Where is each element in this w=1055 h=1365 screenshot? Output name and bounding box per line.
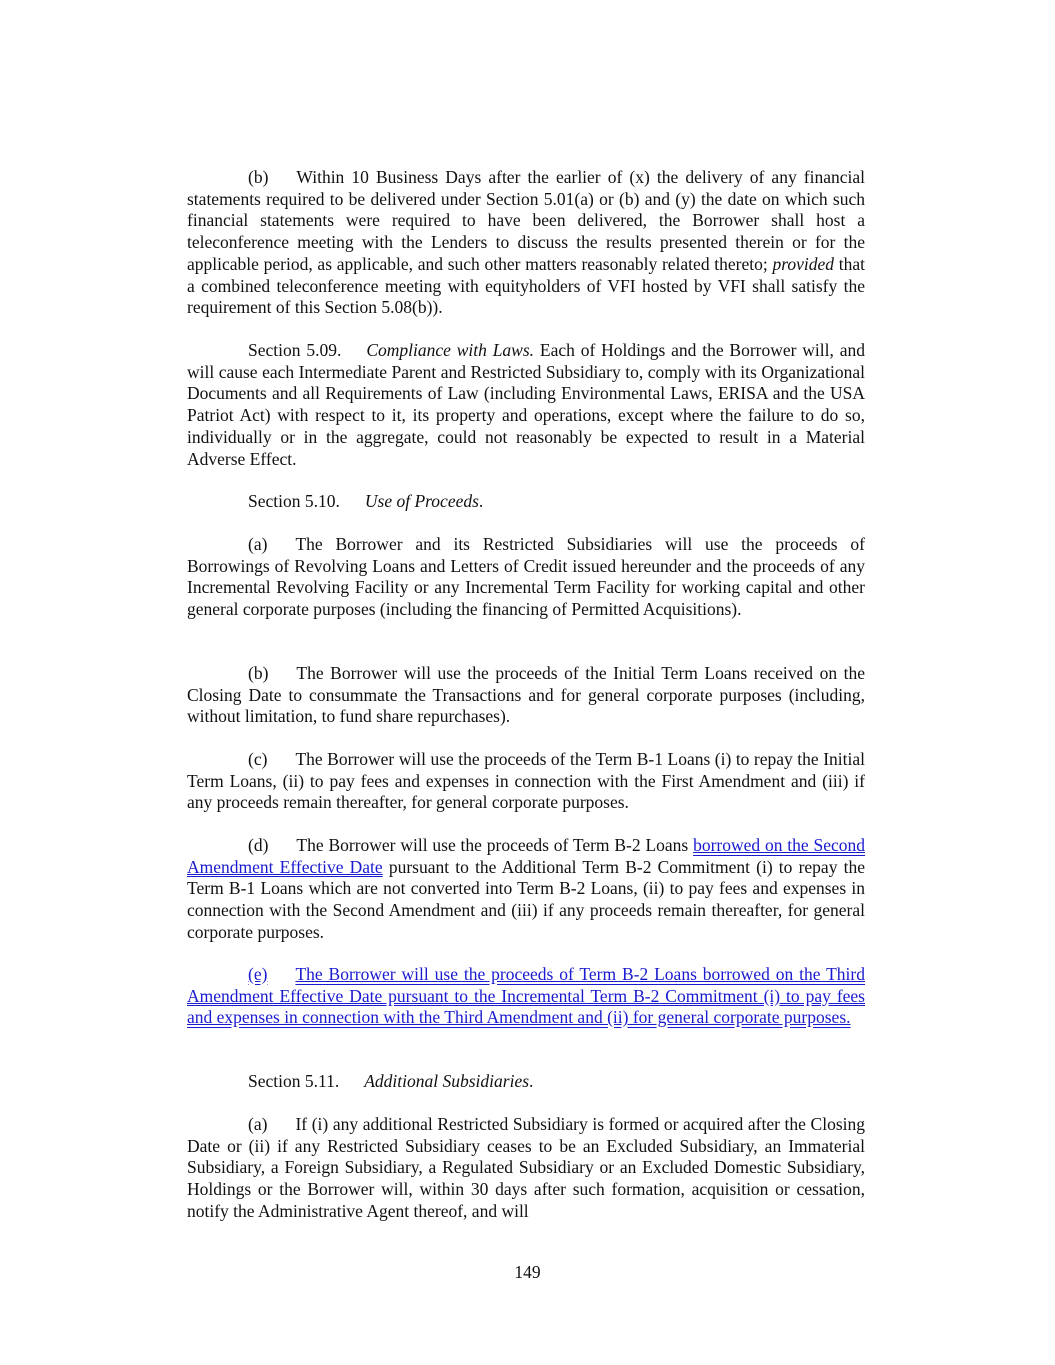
paragraph-text: The Borrower will use the proceeds of Term B-2 Loans (296, 835, 689, 855)
section-5-10-heading (187, 491, 865, 513)
paragraph-5-10-c (187, 749, 865, 814)
paragraph-label: (b) (248, 663, 269, 683)
section-title-period: . (478, 491, 484, 511)
section-body: Each of Holdings and the Borrower will, and will cause each Intermediate Parent and Restricted Subsidiary to, comply with its Organizational Documents and all Requirements of Law (including Environmental Laws, ERISA and the USA Patriot Act) with respect to it, its property and operations, except where the failure to do so, individually or in the aggregate, could not reasonably be expected to result in a Material Adverse Effect. (187, 340, 865, 469)
paragraph-5-08-b (187, 167, 865, 319)
section-5-11-heading (187, 1071, 865, 1093)
paragraph-5-10-b (187, 663, 865, 728)
paragraph-5-10-a (187, 534, 865, 621)
paragraph-5-11-a (187, 1114, 865, 1223)
section-title: Additional Subsidiaries (364, 1071, 530, 1091)
paragraph-label: (e) (248, 964, 268, 984)
paragraph-label: (d) (248, 835, 269, 855)
italic-term: provided (772, 253, 835, 274)
paragraph-text: The Borrower will use the proceeds of Term B-2 Loans borrowed on the Third Amendment Effective Date pursuant to the Incremental Term B-2 Commitment (i) to pay fees and expenses in connection with the Third Amendment and (ii) for general corporate purposes. (187, 964, 865, 1028)
section-number: Section 5.09. (248, 340, 342, 360)
section-title-period: . (529, 1071, 534, 1091)
paragraph-text: The Borrower will use the proceeds of the Initial Term Loans received on the Closing Date to consummate the Transactions and for general corporate purposes (including, without limitation, to fund share repurchases). (187, 663, 865, 727)
paragraph-text: The Borrower and its Restricted Subsidiaries will use the proceeds of Borrowings of Revolving Loans and Letters of Credit issued hereunder and the proceeds of any Incremental Revolving Facility or any Incremental Term Facility for working capital and other general corporate purposes (including the financing of Permitted Acquisitions). (187, 534, 865, 620)
section-title: Use of Proceeds (364, 491, 479, 511)
inserted-text: borrowed on the Second Amendment Effective Date (187, 835, 866, 877)
paragraph-label: (a) (248, 534, 268, 554)
section-title: Compliance with Laws. (366, 340, 535, 360)
paragraph-text: The Borrower will use the proceeds of the Term B-1 Loans (i) to repay the Initial Term Loans, (ii) to pay fees and expenses in connection with the First Amendment and (iii) if any proceeds remain thereafter, for general corporate purposes. (187, 749, 865, 813)
paragraph-text: Within 10 Business Days after the earlier of (x) the delivery of any financial statements required to be delivered under Section 5.01(a) or (b) and (y) the date on which such financial statements were required to have been delivered, the Borrower shall host a teleconference meeting with the Lenders to discuss the results presented therein or for the applicable period, as applicable, and such other matters reasonably related thereto; (187, 167, 865, 274)
section-number: Section 5.10. (248, 491, 340, 511)
paragraph-text-continued: that a combined teleconference meeting with equityholders of VFI hosted by VFI shall satisfy the requirement of this Section 5.08(b)). (187, 253, 866, 318)
page-number: 149 (514, 1262, 541, 1282)
section-5-09 (187, 340, 865, 470)
paragraph-text-continued: pursuant to the Additional Term B-2 Commitment (i) to repay the Term B-1 Loans which are not converted into Term B-2 Loans, (ii) to pay fees and expenses in connection with the Second Amendment and (iii) if any proceeds remain thereafter, for general corporate purposes. (187, 856, 865, 942)
paragraph-5-10-d (187, 835, 865, 944)
paragraph-text: If (i) any additional Restricted Subsidiary is formed or acquired after the Closing Date or (ii) if any Restricted Subsidiary ceases to be an Excluded Subsidiary, an Immaterial Subsidiary, a Foreign Subsidiary, a Regulated Subsidiary or an Excluded Domestic Subsidiary, Holdings or the Borrower will, within 30 days after such formation, acquisition or cessation, notify the Administrative Agent thereof, and will (187, 1114, 865, 1221)
paragraph-5-10-e-inserted (187, 964, 865, 1029)
paragraph-label: (c) (248, 749, 268, 769)
paragraph-label: (a) (248, 1114, 268, 1134)
section-number: Section 5.11. (248, 1071, 340, 1091)
paragraph-label: (b) (248, 167, 269, 187)
